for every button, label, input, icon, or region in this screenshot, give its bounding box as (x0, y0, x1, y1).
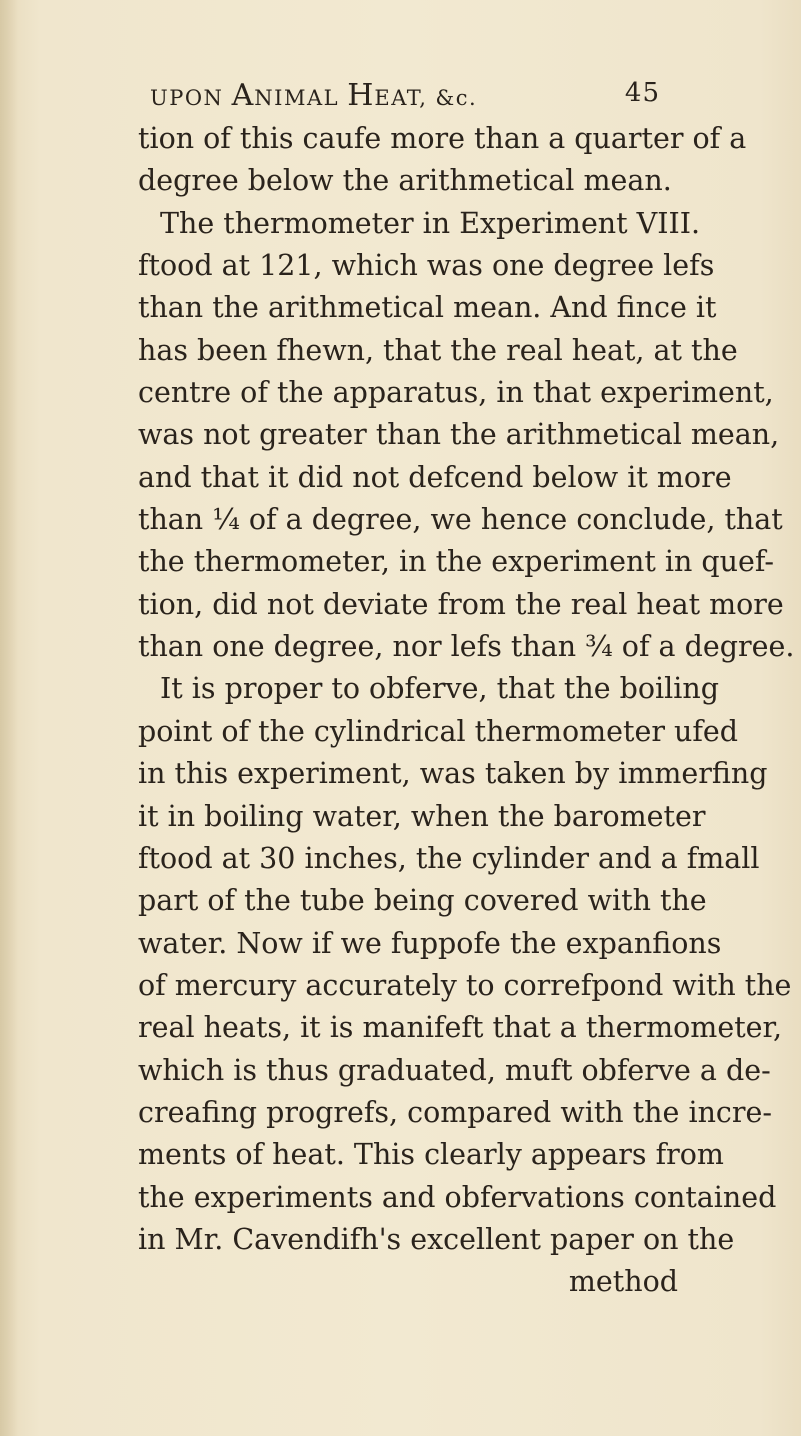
text-line: of mercury accurately to correfpond with the (138, 968, 792, 1002)
text-line: real heats, it is manifeft that a thermometer, (138, 1011, 783, 1045)
page-gutter-shadow (0, 0, 18, 1436)
running-title-h-rest: EAT, &c. (374, 86, 478, 110)
text-line: tion, did not deviate from the real heat more (138, 587, 784, 621)
text-line: creafing progrefs, compared with the incre- (138, 1095, 772, 1129)
text-line: ftood at 121, which was one degree lefs (138, 249, 715, 283)
body-text (138, 118, 795, 1304)
page-number: 45 (624, 78, 660, 108)
text-line: It is proper to obferve, that the boiling (160, 672, 719, 706)
text-line: than ¼ of a degree, we hence conclude, that (138, 503, 783, 537)
text-line: than one degree, nor lefs than ¾ of a degree. (138, 630, 795, 664)
text-line: centre of the apparatus, in that experiment, (138, 376, 774, 410)
text-line: the thermometer, in the experiment in quef- (138, 545, 775, 579)
running-title-prefix: UPON (150, 86, 232, 110)
text-line: point of the cylindrical thermometer ufed (138, 714, 739, 748)
text-line: ftood at 30 inches, the cylinder and a fmall (138, 841, 760, 875)
text-line: has been fhewn, that the real heat, at the (138, 333, 738, 367)
text-line: ments of heat. This clearly appears from (138, 1138, 724, 1172)
text-line: than the arithmetical mean. And fince it (138, 291, 717, 325)
text-line: in this experiment, was taken by immerfing (138, 757, 768, 791)
running-title-a-rest: NIMAL (254, 86, 348, 110)
text-line: and that it did not defcend below it more (138, 460, 732, 494)
text-line: which is thus graduated, muft obferve a de- (138, 1053, 771, 1087)
text-line: water. Now if we fuppofe the expanfions (138, 926, 722, 960)
catchword: method (568, 1265, 678, 1299)
text-line: the experiments and obfervations contained (138, 1180, 777, 1214)
running-title-h-cap: H (347, 78, 375, 113)
text-line: it in boiling water, when the barometer (138, 799, 706, 833)
running-title (150, 78, 477, 113)
running-header (150, 78, 660, 118)
text-line: tion of this caufe more than a quarter of a (138, 122, 747, 155)
text-line: was not greater than the arithmetical mean, (138, 418, 780, 452)
text-line: in Mr. Cavendifh's excellent paper on the (138, 1222, 735, 1256)
text-line: degree below the arithmetical mean. (138, 164, 672, 198)
text-line: part of the tube being covered with the (138, 884, 707, 918)
running-title-a-cap: A (231, 78, 255, 113)
text-line: The thermometer in Experiment VIII. (160, 206, 701, 240)
